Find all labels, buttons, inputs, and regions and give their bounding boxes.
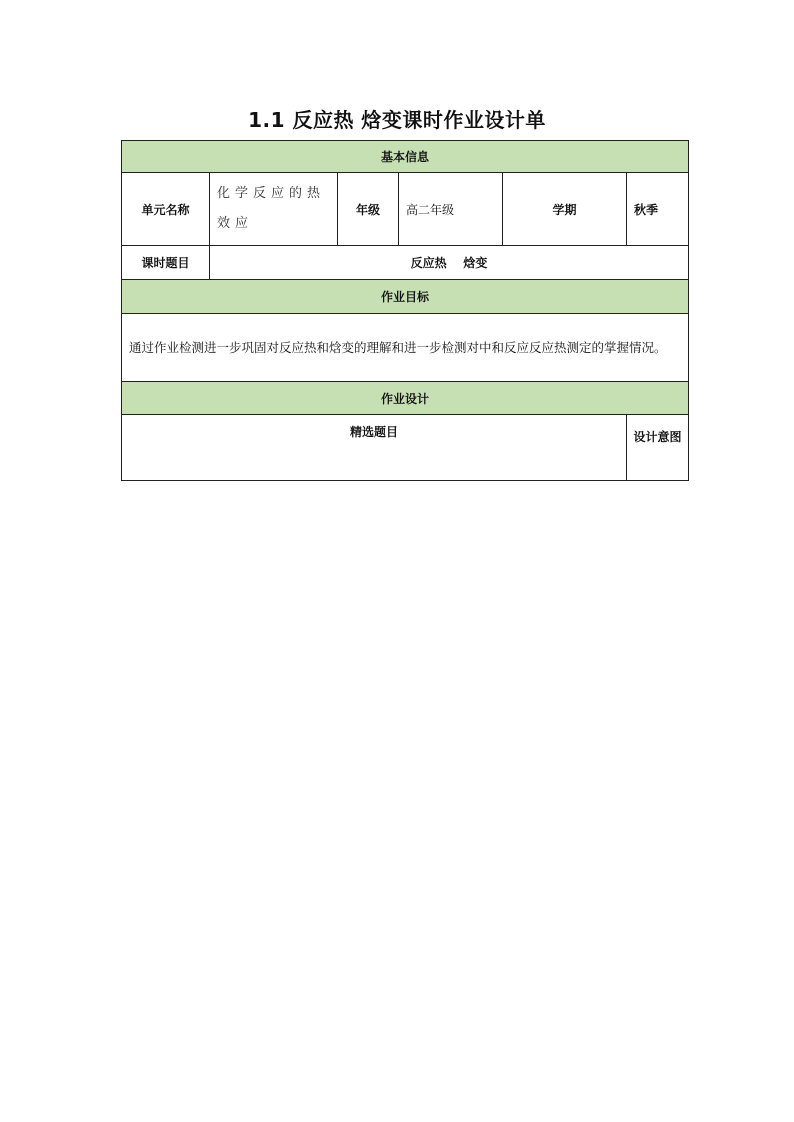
semester-label: 学期 (503, 173, 627, 246)
goal-text: 通过作业检测进一步巩固对反应热和焓变的理解和进一步检测对中和反应反应热测定的掌握情况。 (122, 314, 689, 382)
design-intent-label: 设计意图 (627, 415, 689, 481)
unit-name-value: 化学反应的热效应 (210, 173, 338, 246)
grade-label: 年级 (338, 173, 399, 246)
homework-design-table (121, 140, 689, 481)
lesson-label: 课时题目 (122, 246, 210, 280)
section-goal: 作业目标 (122, 280, 689, 314)
grade-value: 高二年级 (399, 173, 503, 246)
section-design: 作业设计 (122, 382, 689, 415)
unit-name-label: 单元名称 (122, 173, 210, 246)
semester-value: 秋季 (627, 173, 689, 246)
page-title: 1.1 反应热 焓变课时作业设计单 (248, 108, 546, 132)
selected-questions-label: 精选题目 (122, 415, 627, 481)
lesson-value: 反应热 焓变 (210, 246, 689, 280)
section-basic-info: 基本信息 (122, 141, 689, 173)
